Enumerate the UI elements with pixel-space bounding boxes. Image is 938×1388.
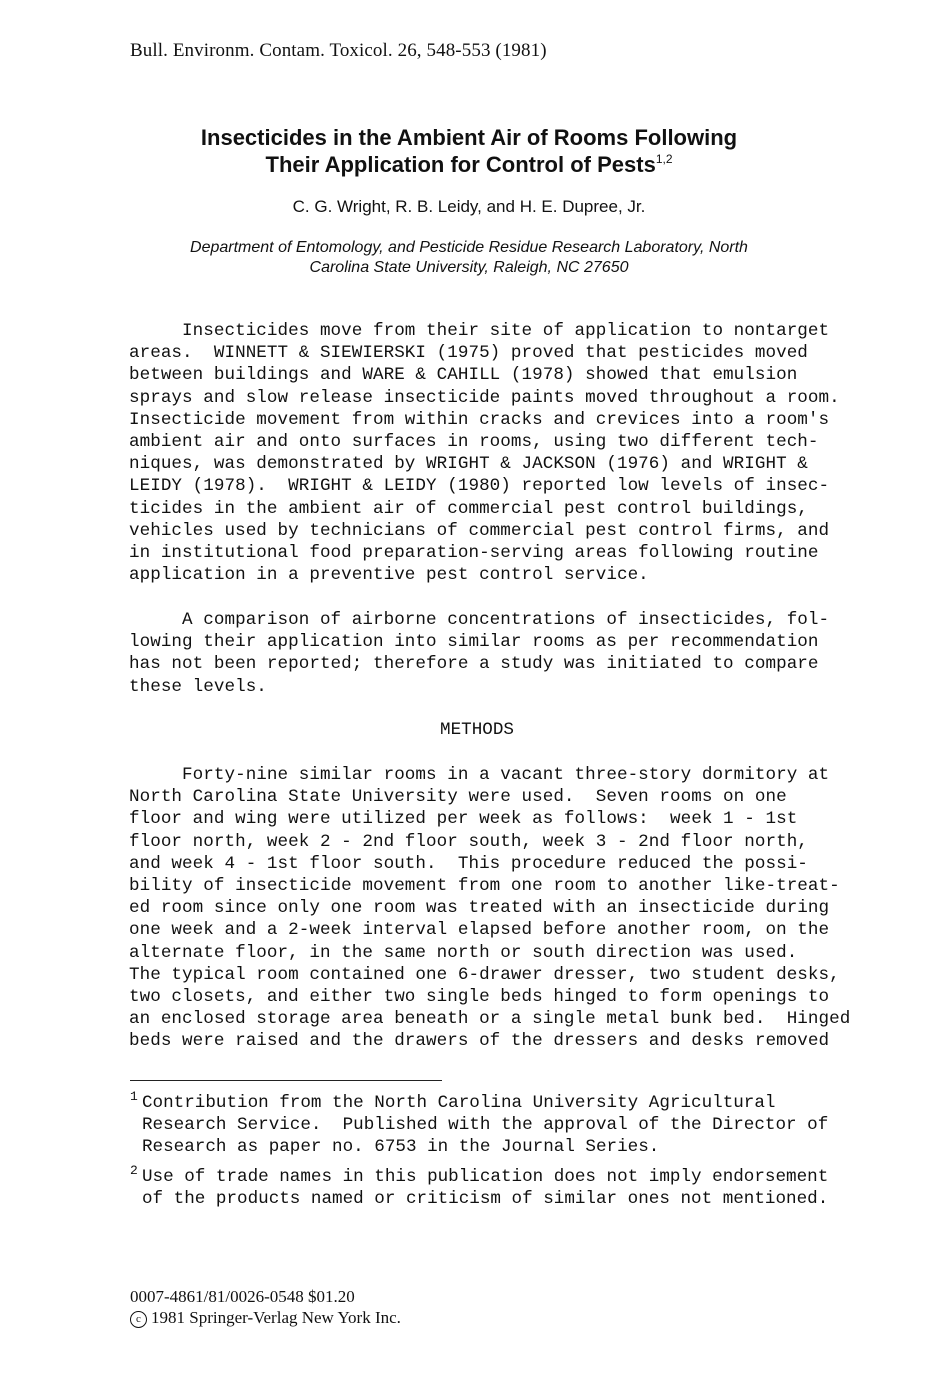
text-line: floor north, week 2 - 2nd floor south, week 3 - 2nd floor north,	[129, 831, 808, 852]
journal-citation: Bull. Environm. Contam. Toxicol. 26, 548-553 (1981)	[130, 40, 547, 61]
text-line: areas. WINNETT & SIEWIERSKI (1975) proved that pesticides moved	[129, 343, 808, 364]
section-heading-methods: METHODS	[440, 720, 514, 740]
footnote-line	[130, 1188, 870, 1210]
affiliation-line-1: Department of Entomology, and Pesticide Residue Research Laboratory, North	[190, 239, 748, 256]
authors: C. G. Wright, R. B. Leidy, and H. E. Dupree, Jr.	[292, 197, 646, 216]
text-line: one week and a 2-week interval elapsed before another room, on the	[129, 920, 830, 941]
text-line: has not been reported; therefore a study was initiated to compare	[129, 654, 819, 675]
text-line: an enclosed storage area beneath or a single metal bunk bed. Hinged	[129, 1009, 851, 1030]
text-line: lowing their application into similar rooms as per recommendation	[129, 632, 819, 653]
text-line: alternate floor, in the same north or south direction was used.	[129, 942, 798, 963]
text-line: in institutional food preparation-serving areas following routine	[129, 542, 819, 563]
footnote-line	[130, 1136, 870, 1158]
text-line: these levels.	[129, 676, 267, 697]
footnote-text: Research as paper no. 6753 in the Journal Series.	[142, 1137, 660, 1157]
footnote-line: 2 Use of trade names in this publication does not imply endorsement	[130, 1163, 829, 1187]
text-line: The typical room contained one 6-drawer dresser, two student desks,	[129, 964, 840, 985]
text-line: Insecticides move from their site of application to nontarget	[129, 321, 830, 341]
footnote-text: Contribution from the North Carolina University Agricultural	[142, 1093, 776, 1113]
title-footnote-refs: 1,2	[655, 152, 673, 166]
text-line: ambient air and onto surfaces in rooms, using two different tech-	[129, 431, 819, 452]
text-line: ticides in the ambient air of commercial pest control buildings,	[129, 498, 808, 519]
text-line: two closets, and either two single beds hinged to form openings to	[129, 986, 830, 1007]
text-line: floor and wing were utilized per week as follows: week 1 - 1st	[129, 809, 798, 830]
footnote-text: of the products named or criticism of similar ones not mentioned.	[142, 1189, 829, 1209]
footnote-text: Use of trade names in this publication does not imply endorsement	[142, 1167, 829, 1187]
text-line: vehicles used by technicians of commercial pest control firms, and	[129, 520, 830, 541]
text-line: beds were raised and the drawers of the dressers and desks removed	[129, 1031, 830, 1052]
publisher-code: 0007-4861/81/0026-0548 $01.20	[130, 1287, 355, 1306]
affiliation-line-2: Carolina State University, Raleigh, NC 27650	[309, 259, 629, 276]
footnote-line: 1 Contribution from the North Carolina University Agricultural	[130, 1089, 776, 1113]
footnote-text: Research Service. Published with the approval of the Director of	[142, 1115, 829, 1135]
text-line: application in a preventive pest control service.	[129, 565, 649, 586]
title-text: Their Application for Control of Pests	[265, 152, 656, 177]
paragraph-introduction	[129, 320, 869, 586]
paragraph-methods	[129, 764, 869, 1052]
footnote-divider	[130, 1080, 442, 1081]
article-title-line-2	[100, 151, 838, 178]
footnote-2	[130, 1163, 870, 1210]
text-line: ed room since only one room was treated with an insecticide during	[129, 898, 830, 919]
paragraph-objective	[129, 609, 869, 698]
text-line: and week 4 - 1st floor south. This procedure reduced the possi-	[129, 853, 808, 874]
text-line: sprays and slow release insecticide paints moved throughout a room.	[129, 387, 840, 408]
copyright-icon: c	[130, 1311, 147, 1328]
copyright-text: 1981 Springer-Verlag New York Inc.	[151, 1308, 401, 1327]
text-line: North Carolina State University were used. Seven rooms on one	[129, 787, 787, 808]
text-line: Forty-nine similar rooms in a vacant three-story dormitory at	[129, 765, 830, 785]
text-line: bility of insecticide movement from one room to another like-treat-	[129, 875, 840, 896]
text-line: A comparison of airborne concentrations of insecticides, fol-	[129, 610, 830, 630]
publisher-copyright	[130, 1307, 401, 1328]
article-title-line-1: Insecticides in the Ambient Air of Rooms Following	[200, 125, 738, 150]
text-line: between buildings and WARE & CAHILL (1978) showed that emulsion	[129, 365, 798, 386]
text-line: LEIDY (1978). WRIGHT & LEIDY (1980) reported low levels of insec-	[129, 476, 830, 497]
text-line: niques, was demonstrated by WRIGHT & JACKSON (1976) and WRIGHT &	[129, 454, 808, 475]
text-line: Insecticide movement from within cracks and crevices into a room's	[129, 409, 830, 430]
footnote-line	[130, 1114, 870, 1136]
footnote-1	[130, 1089, 870, 1158]
